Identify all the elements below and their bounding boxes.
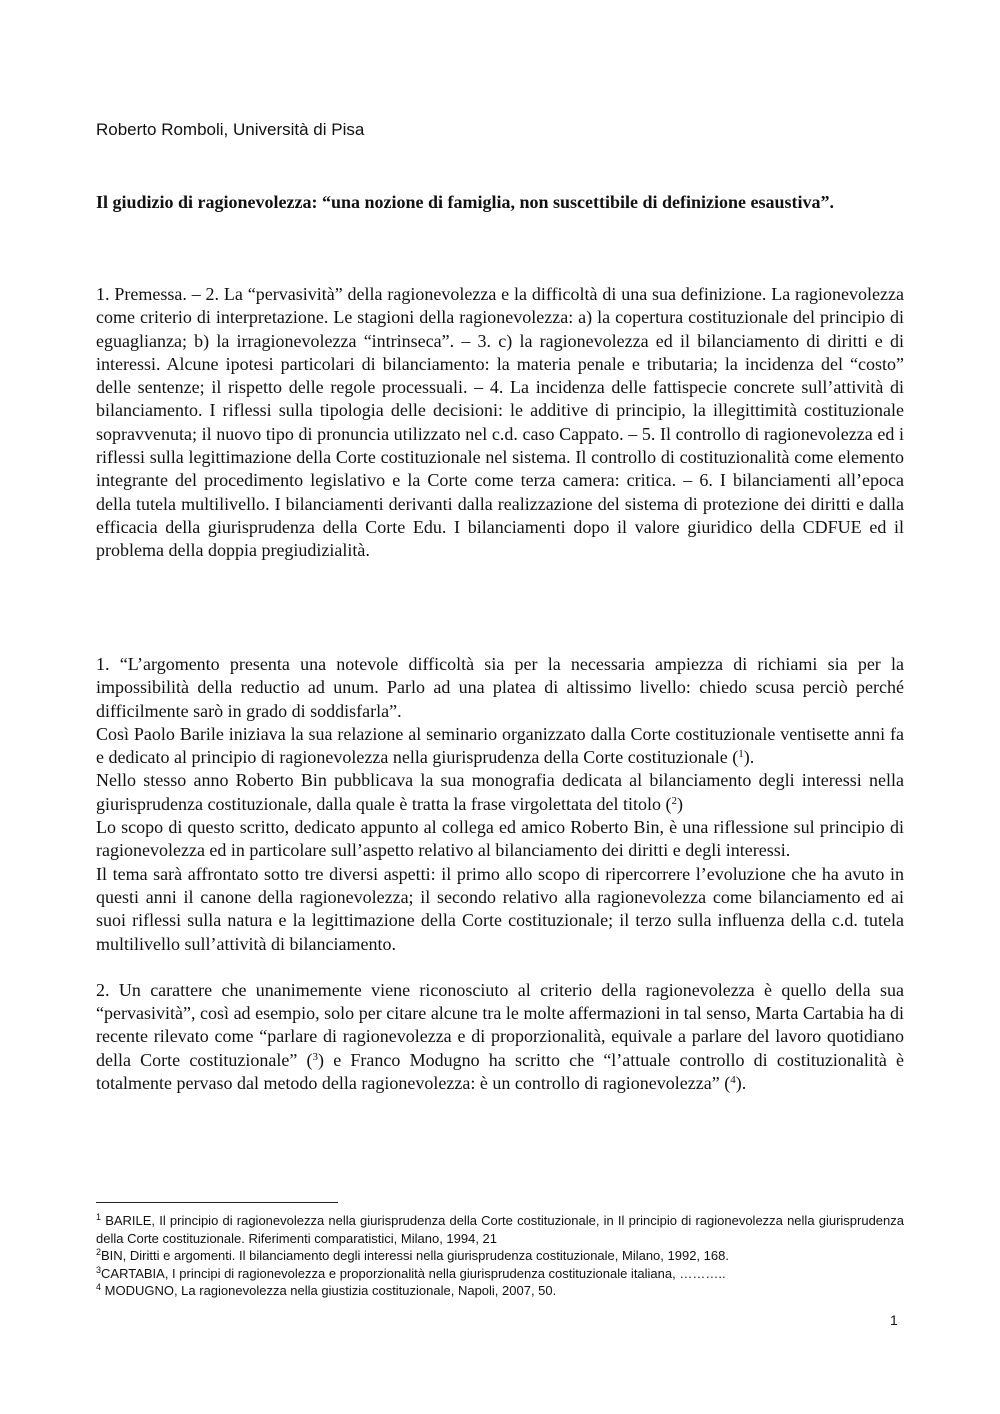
footnote-separator [96,1202,338,1203]
paragraph-text-end: ). [735,1073,747,1094]
paragraph-bin [96,769,904,816]
footnote-number: 2 [96,1247,102,1257]
footnote-3 [96,1265,904,1283]
paragraph-section-2 [96,979,904,1095]
paragraph-text-mid: ) e Franco Modugno ha scritto che “l’attuale controllo di costituzionalità è totalmente pervaso dal metodo della ragionevolezza: è un controllo di ragionevolezza” ( [96,1049,904,1094]
author-line: Roberto Romboli, Università di Pisa [96,120,365,139]
paragraph-scope: Lo scopo di questo scritto, dedicato appunto al collega ed amico Roberto Bin, è una riflessione sul principio di ragionevolezza ed in particolare sull’aspetto relativo al bilanciamento dei diritti e degli interessi. [96,817,904,861]
footnote-ref-4[interactable]: 4 [730,1074,736,1087]
footnote-number: 3 [96,1264,102,1275]
section-index: 1. Premessa. – 2. La “pervasività” della ragionevolezza e la difficoltà di una sua definizione. La ragionevolezza come criterio di interpretazione. Le stagioni della ragionevolezza: a) la copertura costituzionale del principio di eguaglianza; b) la irragionevolezza “intrinseca”. – 3. c) la ragionevolezza ed il bilanciamento di diritti e di interessi. Alcune ipotesi particolari di bilanciamento: la materia penale e tributaria; la incidenza del “costo” delle sentenze; il rispetto delle regole processuali. – 4. La incidenza delle fattispecie concrete sull’attività di bilanciamento. I riflessi sulla tipologia delle decisioni: le additive di principio, la illegittimità costituzionale sopravvenuta; il nuovo tipo di pronuncia utilizzato nel c.d. caso Cappato. – 5. Il controllo di ragionevolezza ed i riflessi sulla legittimazione della Corte costituzionale nel sistema. Il controllo di costituzionalità come elemento integrante del procedimento legislativo e la Corte come terza camera: critica. – 6. I bilanciamenti all’epoca della tutela multilivello. I bilanciamenti derivanti dalla realizzazione del sistema di protezione dei diritti e dalla efficacia della giurisprudenza della Corte Edu. I bilanciamenti dopo il valore giuridico della CDFUE ed il problema della doppia pregiudizialità. [96,284,904,561]
footnote-text: BARILE, Il principio di ragionevolezza nella giurisprudenza della Corte costituzionale, in Il principio di ragionevolezza nella giurisprudenza della Corte costituzionale. Riferimenti comparatistici, Milano, 1994, 21 [96,1213,904,1246]
footnote-text: CARTABIA, I principi di ragionevolezza e proporzionalità nella giurisprudenza costituzionale italiana, ……….. [101,1265,726,1281]
footnote-2 [96,1247,904,1265]
paragraph-text-end: ). [743,747,755,768]
page-number: 1 [890,1312,898,1328]
paragraph-text-end: ) [676,793,683,814]
footnote-ref-3[interactable]: 3 [312,1050,319,1063]
paragraph-text: 2. Un carattere che unanimemente viene riconosciuto al criterio della ragionevolezza è quello della sua “pervasività”, così ad esempio, solo per citare alcune tra le molte affermazioni in tal senso, Marta Cartabia ha di recente rilevato come “parlare di ragionevolezza e di proporzionalità, equivale a parlare del lavoro quotidiano della Corte costituzionale” ( [96,979,904,1070]
paragraph-text: Nello stesso anno Roberto Bin pubblicava la sua monografia dedicata al bilanciamento degli interessi nella giurisprudenza costituzionale, dalla quale è tratta la frase virgolettata del titolo ( [96,770,904,814]
footnote-4 [96,1282,904,1300]
paragraph-opening-quote: 1. “L’argomento presenta una notevole difficoltà sia per la necessaria ampiezza di richiami sia per la impossibilità della reductio ad unum. Parlo ad una platea di altissimo livello: chiedo scusa perciò perché difficilmente sarò in grado di soddisfarla”. [96,654,904,721]
footnote-number: 4 [96,1282,102,1292]
footnote-number: 1 [96,1212,102,1222]
footnote-text: BIN, Diritti e argomenti. Il bilanciamento degli interessi nella giurisprudenza costituzionale, Milano, 1992, 168. [101,1248,729,1263]
footnote-ref-2[interactable]: 2 [671,794,677,807]
paragraph-theme: Il tema sarà affrontato sotto tre diversi aspetti: il primo allo scopo di ripercorrere l’evoluzione che ha avuto in questi anni il canone della ragionevolezza; il secondo relativo alla ragionevolezza come bilanciamento ed ai suoi riflessi sulla natura e la legittimazione della Corte costituzionale; il terzo sulla influenza della c.d. tutela multilivello sull’attività di bilanciamento. [96,863,904,954]
footnotes [96,1212,904,1300]
body-text [96,653,904,1095]
paragraph-text: Così Paolo Barile iniziava la sua relazione al seminario organizzato dalla Corte costituzionale ventisette anni fa e dedicato al principio di ragionevolezza nella giurisprudenza della Corte costituzionale ( [96,723,904,768]
paper-title: Il giudizio di ragionevolezza: “una nozione di famiglia, non suscettibile di definizione esaustiva”. [96,192,835,212]
footnote-text: MODUGNO, La ragionevolezza nella giustizia costituzionale, Napoli, 2007, 50. [101,1283,557,1298]
footnote-1 [96,1212,904,1247]
paragraph-barile [96,723,904,770]
footnote-ref-1[interactable]: 1 [738,748,744,761]
